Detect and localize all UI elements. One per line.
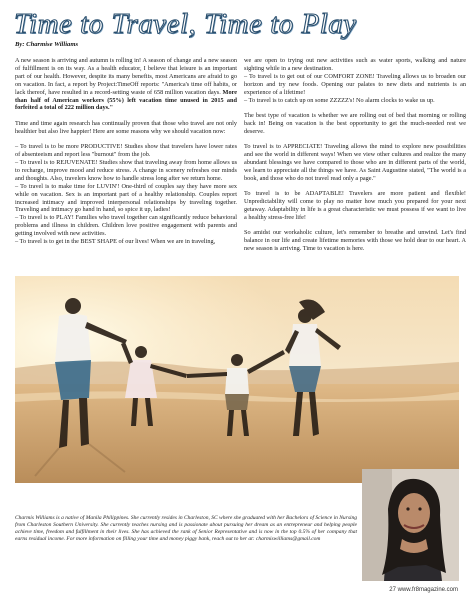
adaptable-paragraph: To travel is to be ADAPTABLE! Travelers are more patient and flexible! Unpredictability will come to play no matter how much you prepared for your next getaway. Adaptability in life is a great characteristic we must possess if we want to live a healthy stress-free life!	[244, 190, 466, 221]
beach-scene-illustration	[15, 276, 459, 483]
continued-text: we are open to trying out new activities such as water sports, walking and nature sighting while in a new destination.	[244, 57, 466, 72]
reason-item-best-shape: – To travel is to get in the BEST SHAPE of our lives! When we are in traveling,	[15, 238, 216, 246]
article-title: Time to Travel, Time to Play	[14, 8, 357, 40]
reason-item-zzz: – To travel is to catch up on some ZZZZZ's! No alarm clocks to wake us up.	[244, 96, 435, 104]
reasons-intro-paragraph: Time and time again research has continually proven that those who travel are not only healthier but also live happier! Here are some reasons why we should vacation now:	[15, 119, 237, 135]
rest-paragraph: The best type of vacation is whether we are rolling out of bed that morning or rolling back in! Being on vacation is the best opportunity to get the much-needed rest we deserve.	[244, 111, 466, 135]
reason-item-comfort-zone: – To travel is to get out of our COMFORT ZONE! Traveling allows us to broaden our horizon and try new foods. Opening our palates to new diets and nutrients is an experience of a lifetime!	[244, 72, 466, 96]
left-column	[15, 57, 237, 253]
reasons-list	[15, 143, 237, 246]
page-footer: 27 www.fr8magazine.com	[389, 587, 458, 593]
article-byline: By: Charmise Williams	[15, 41, 79, 48]
intro-text: A new season is arriving and autumn is rolling in! A season of change and a new season of fulfillment is on its way. As a health educator, I believe that leisure is an important part of our health. However, despite its many benefits, most Americans are afraid to go on vacation. In fact, a report by Project:TimeOff reports: "America's time off habits, or lack thereof, have resulted in a record-setting waste of 658 million vacation days.	[15, 57, 237, 96]
closing-paragraph: So amidst our workaholic culture, let's remember to breathe and unwind. Let's find balance in our life and create lifetime memories with those we hold dear to our heart. A new season is arriving. Time to vacation is here.	[244, 229, 466, 253]
reason-item-productive: – To travel is to be more PRODUCTIVE! Studies show that travelers have lower rates of absenteeism and report less "burnout" from the job.	[15, 143, 237, 159]
reason-item-play: – To travel is to PLAY! Families who travel together can significantly reduce behavioral problems and illness in children. Children love positive engagement with parents and getting involved with new activities.	[15, 214, 237, 238]
reason-item-luvin: – To travel is to make time for LUVIN'! One-third of couples say they have more sex while on vacation. Sex is an important part of a healthy relationship. Couples report increased intimacy and improved interpersonal relationships by traveling together. Traveling and intimacy go hand in hand, so spice it up, ladies!	[15, 182, 237, 214]
appreciate-paragraph: To travel is to APPRECIATE! Traveling allows the mind to explore new possibilities and see the world in different ways! When we view other cultures and realize the many abundant blessings we have compared to those who are in different parts of the world, we learn to appreciate all the things we have. As Saint Augustine stated, "The world is a book, and those who do not travel read only a page."	[244, 143, 466, 182]
author-bio-caption: Charmis Williams is a native of Manila Philippines. She currently resides in Charleston, SC where she graduated with her Bachelors of Science in Nursing from Charleston Southern University. She currently teaches nursing and is passionate about pursuing her dream as an entrepreneur and helping people achieve time, freedom and fulfillment in their lives. She has achieved the rank of Senior Representative and is now in the top 0.5% of her company that earns residual income. For more information on filling your time and money piggy bank, reach out to her at: charmiswilliams@gmail.com	[15, 515, 357, 542]
family-beach-photo	[15, 276, 459, 483]
author-portrait-illustration	[362, 469, 459, 581]
right-column	[244, 57, 466, 261]
author-portrait-photo	[362, 469, 459, 581]
right-list	[244, 57, 466, 104]
intro-bold-statistic: More than half of American workers (55%) left vacation time unused in 2015 and forfeited a total of 222 million days."	[15, 88, 238, 112]
intro-paragraph	[15, 57, 237, 112]
reason-item-rejuvenate: – To travel is to REJUVENATE! Studies show that traveling away from home allows us to recharge, improve mood and reduce stress. A change in scenery refreshes our minds and thoughts. Also, travelers know how to handle stress long after we return home.	[15, 158, 237, 182]
